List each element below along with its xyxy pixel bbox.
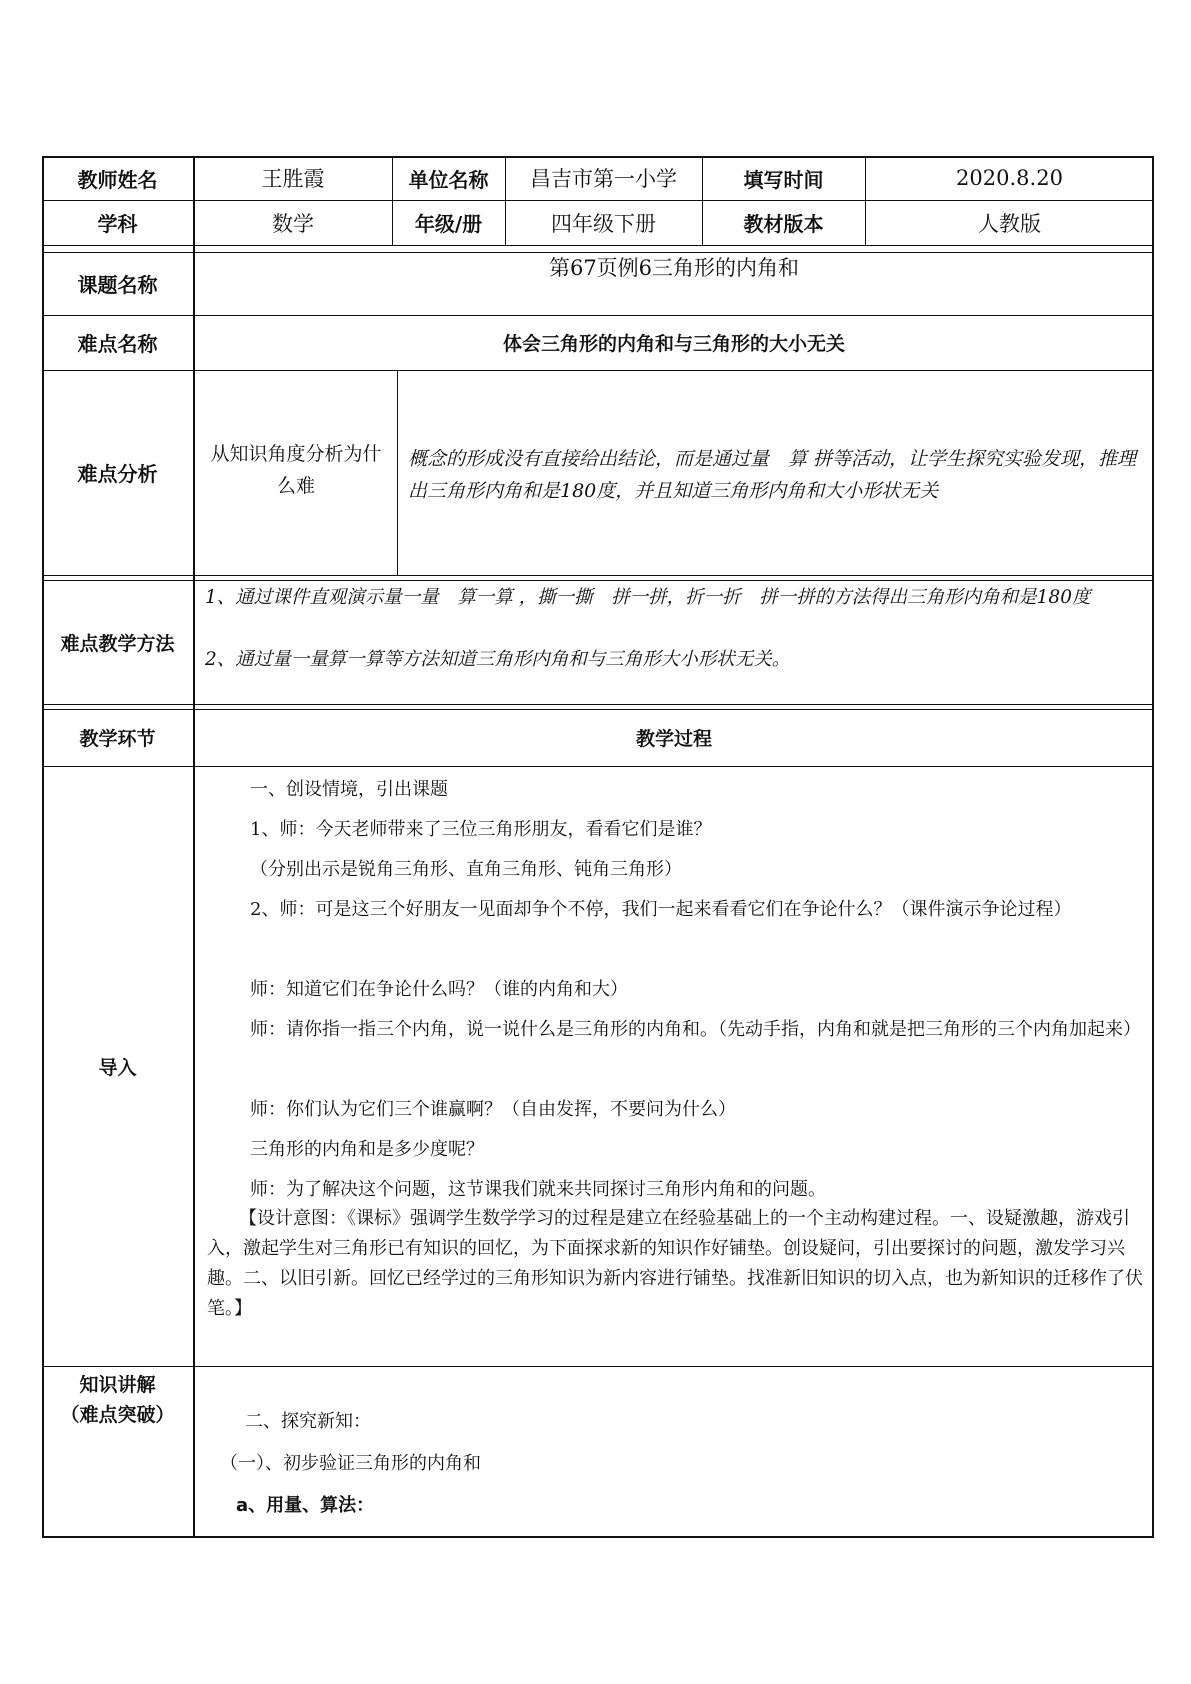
knowledge-label-line-1: 知识讲解 xyxy=(79,1374,156,1396)
edition-value: 人教版 xyxy=(978,211,1041,236)
unit-name-label: 单位名称 xyxy=(408,167,489,192)
section-header-left: 教学环节 xyxy=(79,728,156,750)
method-label: 难点教学方法 xyxy=(60,632,175,655)
unit-name-value: 昌吉市第一小学 xyxy=(530,167,677,191)
method-line-1: 1、通过课件直观演示量一量 算一算 ，撕一撕 拼一拼，折一折 拼一拼的方法得出三角形内角和是180度 xyxy=(205,587,1091,608)
difficulty-label: 难点名称 xyxy=(77,332,158,356)
knowledge-paragraph: a、用量、算法： xyxy=(236,1495,375,1516)
teacher-name-label: 教师姓名 xyxy=(77,167,158,192)
fill-date-label: 填写时间 xyxy=(743,167,824,192)
knowledge-paragraph: 二、探究新知： xyxy=(245,1411,371,1432)
knowledge-label-line-2: （难点突破） xyxy=(60,1404,175,1426)
intro-paragraph: 2、师：可是这三个好朋友一见面却争个不停，我们一起来看看它们在争论什么？（课件演示争论过程） xyxy=(250,899,1072,920)
section-header-right: 教学过程 xyxy=(635,728,712,750)
analysis-text: 概念的形成没有直接给出结论，而是通过量 算 拼等活动，让学生探究实验发现，推理出三角形内角和是180度，并且知道三角形内角和大小形状无关 xyxy=(408,448,1137,502)
design-intent: 【设计意图：《课标》强调学生数学学习的过程是建立在经验基础上的一个主动构建过程。一、设疑激趣，游戏引入，激起学生对三角形已有知识的回忆，为下面探求新的知识作好铺垫。创设疑问，引出要探讨的问题，激发学习兴趣。二、以旧引新。回忆已经学过的三角形知识为新内容进行铺垫。找准新旧知识的切入点，也为新知识的迁移作了伏笔。】 xyxy=(207,1208,1143,1319)
intro-paragraph: 师：请你指一指三个内角，说一说什么是三角形的内角和。（先动手指，内角和就是把三角形的三个内角加起来） xyxy=(250,1019,1141,1040)
grade-value: 四年级下册 xyxy=(551,211,656,236)
method-line-2: 2、通过量一量算一算等方法知道三角形内角和与三角形大小形状无关。 xyxy=(205,649,791,670)
intro-label: 导入 xyxy=(98,1056,137,1079)
intro-paragraph: 三角形的内角和是多少度呢？ xyxy=(250,1139,484,1160)
intro-paragraph: 师：知道它们在争论什么吗？（谁的内角和大） xyxy=(250,979,628,1000)
teacher-name-value: 王胜霞 xyxy=(261,167,325,191)
knowledge-paragraph: （一）、初步验证三角形的内角和 xyxy=(220,1453,481,1474)
intro-paragraph: 师：你们认为它们三个谁赢啊？（自由发挥，不要问为什么） xyxy=(250,1099,736,1120)
analysis-sub-label: 从知识角度分析为什么难 xyxy=(210,443,382,497)
grade-label: 年级/册 xyxy=(414,212,483,236)
intro-paragraph: 师：为了解决这个问题，这节课我们就来共同探讨三角形内角和的问题。 xyxy=(250,1179,826,1200)
analysis-label: 难点分析 xyxy=(77,462,158,486)
subject-value: 数学 xyxy=(272,211,314,236)
intro-paragraph: 一、创设情境，引出课题 xyxy=(250,779,448,800)
topic-value: 第67页例6三角形的内角和 xyxy=(548,256,800,280)
edition-label: 教材版本 xyxy=(743,212,824,236)
intro-paragraph: 1、师：今天老师带来了三位三角形朋友，看看它们是谁？ xyxy=(250,819,712,840)
topic-label: 课题名称 xyxy=(77,273,158,297)
fill-date-value: 2020.8.20 xyxy=(956,166,1063,190)
difficulty-value: 体会三角形的内角和与三角形的大小无关 xyxy=(502,333,845,355)
intro-paragraph: （分别出示是锐角三角形、直角三角形、钝角三角形） xyxy=(250,859,682,880)
subject-label: 学科 xyxy=(97,212,138,236)
